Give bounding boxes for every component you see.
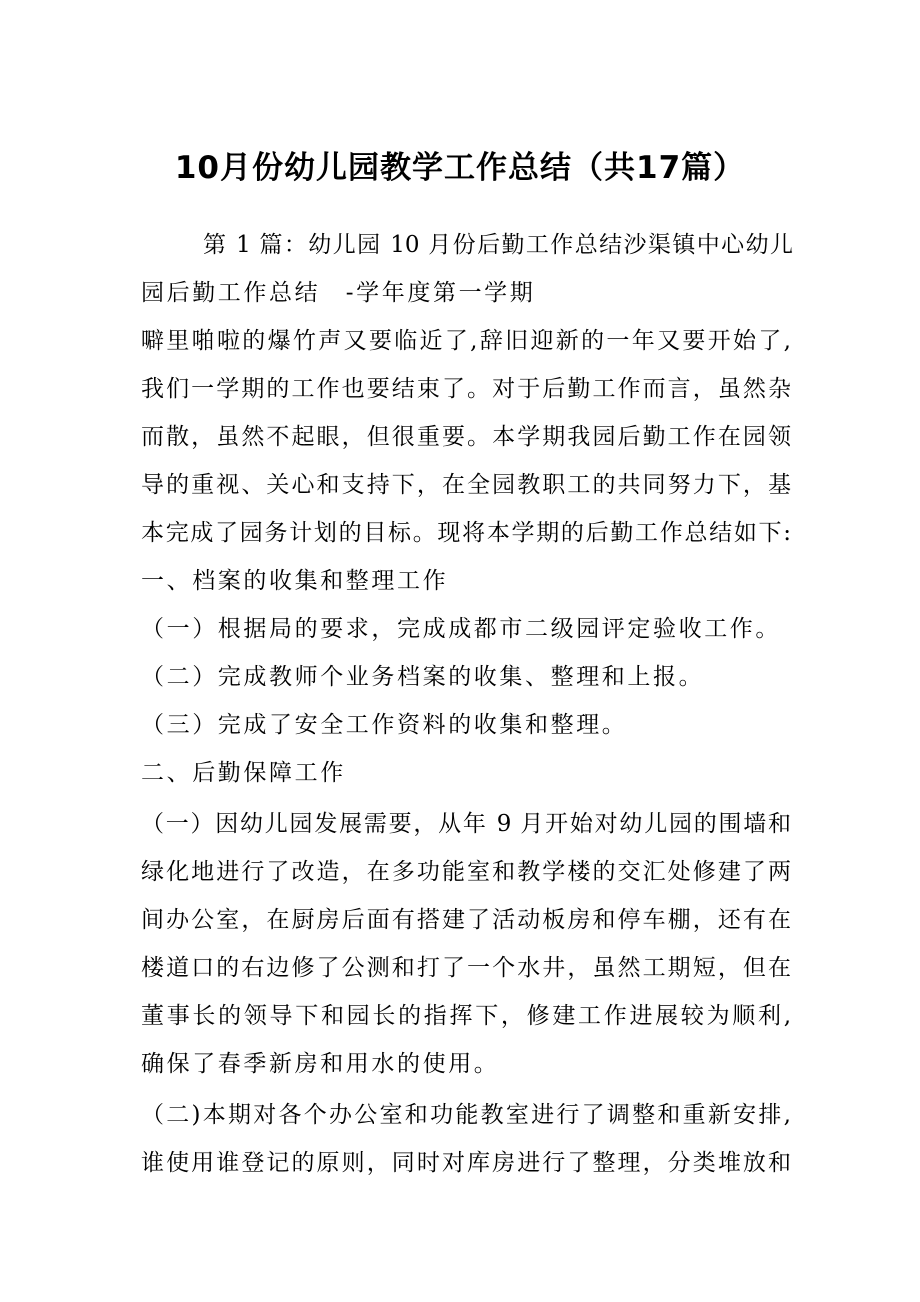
document-title: 10月份幼儿园教学工作总结（共17篇）	[174, 150, 746, 186]
paragraph-line: 而散，虽然不起眼，但很重要。本学期我园后勤工作在园领	[141, 424, 791, 450]
paragraph-line: （一）因幼儿园发展需要，从年 9 月开始对幼儿园的围墙和	[141, 811, 791, 837]
list-item: （二）完成教师个业务档案的收集、整理和上报。	[141, 664, 705, 690]
paragraph-line: 楼道口的右边修了公测和打了一个水井，虽然工期短，但在	[141, 955, 791, 981]
paragraph-line: 本完成了园务计划的目标。现将本学期的后勤工作总结如下:	[141, 520, 791, 546]
paragraph-line: 噼里啪啦的爆竹声又要临近了,辞旧迎新的一年又要开始了,	[141, 328, 791, 354]
paragraph-line: 绿化地进行了改造，在多功能室和教学楼的交汇处修建了两	[141, 859, 791, 885]
paragraph-line: （二)本期对各个办公室和功能教室进行了调整和重新安排,	[141, 1102, 791, 1128]
paragraph-line: 董事长的领导下和园长的指挥下，修建工作进展较为顺利,	[141, 1003, 791, 1029]
paragraph-line: 园后勤工作总结 -学年度第一学期	[141, 280, 536, 306]
list-item: （一）根据局的要求，完成成都市二级园评定验收工作。	[141, 616, 781, 642]
paragraph-line: 确保了春季新房和用水的使用。	[141, 1051, 500, 1077]
section-heading: 二、后勤保障工作	[141, 760, 346, 786]
paragraph-line: 间办公室，在厨房后面有搭建了活动板房和停车棚，还有在	[141, 907, 791, 933]
section-heading: 一、档案的收集和整理工作	[141, 568, 449, 594]
paragraph-line: 我们一学期的工作也要结束了。对于后勤工作而言，虽然杂	[141, 376, 791, 402]
paragraph-line: 导的重视、关心和支持下，在全园教职工的共同努力下，基	[141, 472, 791, 498]
paragraph-line: 第 1 篇：幼儿园 10 月份后勤工作总结沙渠镇中心幼儿	[203, 232, 793, 258]
list-item: （三）完成了安全工作资料的收集和整理。	[141, 712, 628, 738]
paragraph-line: 谁使用谁登记的原则，同时对库房进行了整理，分类堆放和	[141, 1150, 791, 1176]
